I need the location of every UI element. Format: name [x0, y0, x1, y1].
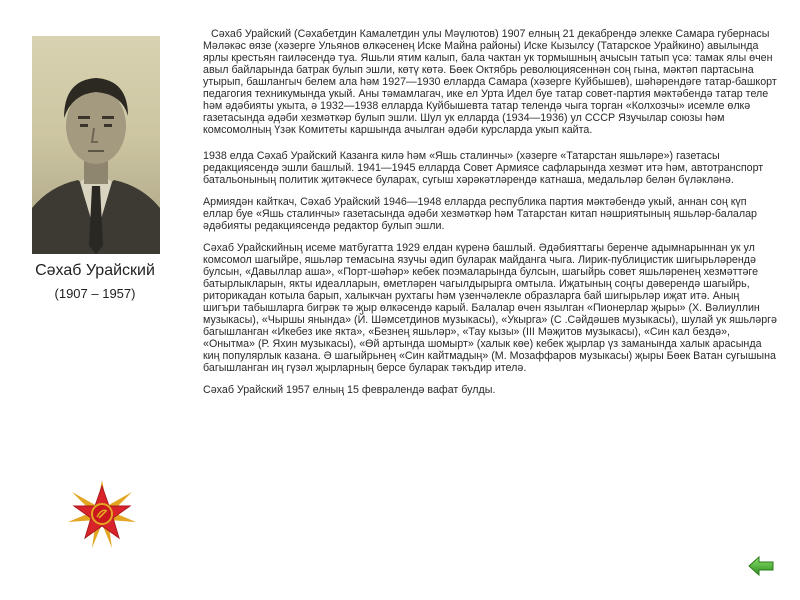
back-arrow-button[interactable]	[748, 556, 774, 576]
person-years: (1907 – 1957)	[54, 286, 136, 301]
paragraph-4: Сәхаб Урайскийның исеме матбугатта 1929 елдан күренә башлый. Әдәбияттагы беренче адымнарыннан ук ул комсомол шагыйре, яшьләр темасына язучы әдип буларак майданга чыга. Лирик-публицистик шигырьләрендә булсын, «Давыллар аша», «Порт-шәһәр» кебек поэмаларында булсын, шагыйрь совет яшьләренең хезмәттәге батырлыкларын, якты идеалларын, өметләрен чагылдырырга омтыла. Иҗатының соңгы дәверендә шагыйрь, риторикадан котыла барып, халыкчан рухтагы һәм үзенчәлекле образларга бай шигырьләр иҗат итә. Аның шигъри табышларга бигрәк тә җыр өлкәсендә карый. Балалар өчен язылган «Пионерлар җыры» (Х. Вәлиуллин музыкасы), «Чыршы янында» (Й. Шәмсетдинов музыкасы), «Укырга» (С .Сәйдәшев музыкасы), шулай ук яшьләргә багышланган «Икебез ике якта», «Безнең яшьләр», «Тау кызы» (III Мәҗитов музыкасы), «Син кал бездә», «Онытма» (Р. Яхин музыкасы), «Өй артында шомырт» (халык көе) кебек җырлар үз заманында халык арасында киң популярлык казана. Ә шагыйрьнең «Син кайтмадың» (М. Мозаффаров музыкасы) җыры Бөек Ватан сугышына багышланган иң гүзәл җырларның берсе буларак тәкъдир ителә.	[203, 242, 777, 374]
portrait-caption	[10, 262, 180, 301]
paragraph-5: Сәхаб Урайский 1957 елның 15 февралендә вафат булды.	[203, 384, 496, 396]
paragraph-2: 1938 елда Сәхаб Урайский Казанга килә һәм «Яшь сталинчы» (хәзерге «Татарстан яшьләре») газетасы редакциясендә эшли башлый. 1941—1945 елларда Совет Армиясе сафларында хезмәт итә һәм, автотранспорт батальонының политик җитәкчесе булараҡ, сугыш хәрәкәтләрендә катнаша, медальләр белән бүләкләнә.	[203, 150, 764, 186]
person-name: Сәхаб Урайский	[35, 262, 155, 279]
biography-text	[203, 28, 777, 406]
portrait-drawing	[32, 36, 160, 254]
portrait-photo	[32, 36, 160, 254]
back-arrow-icon	[748, 556, 774, 576]
order-star-icon	[66, 478, 138, 550]
paragraph-3: Армиядән кайткач, Сәхаб Урайский 1946—1948 елларда республика партия мәктәбендә укый, аннан соң күп еллар буе «Яшь сталинчы» газетасында әдәби хезмәткәр һәм Татарстан китап нәшриятының яшьләр-балалар әдәбияты редакциясендә редактор булып эшли.	[203, 196, 758, 232]
paragraph-1: Сәхаб Урайский (Сәхабетдин Камалетдин улы Мәүлютов) 1907 елның 21 декабрендә элекке Самара губернасы Мәләкәс өязе (хәзерге Ульянов өлкәсенең Иске Майна районы) Иске Кызылсу (Татарское Урайкино) авылында ярлы крестьян гаиләсендә туа. Яшьли ятим калып, бала чактан ук тормышның ачысын татып үсә: тамак ялы өчен авыл байларында батрак булып эшли, көтү көтә. Бөек Октябрь революциясеннән соң гына, мәктәп партасына утырып, башлангыч белем ала һәм 1927—1930 елларда Самара (хәзерге Куйбышев), шәһәрендәге татар-башкорт педагогия техникумында укый. Аны тәмамлагач, ике ел Урта Идел буе татар совет-партия мәктәбендә татар теле һәм әдәбияты укыта, ә 1932—1938 елларда Куйбышевта татар телендә чыга торган «Колхозчы» исемле өлкә газетасында әдәби хезмәткәр булып эшли. Шул ук елларда (1934—1936) ул СССР Язучылар союзы һәм комсомолның Үзәк Комитеты каршында ачылган әдәби курсларда укып кайта.	[203, 28, 777, 136]
